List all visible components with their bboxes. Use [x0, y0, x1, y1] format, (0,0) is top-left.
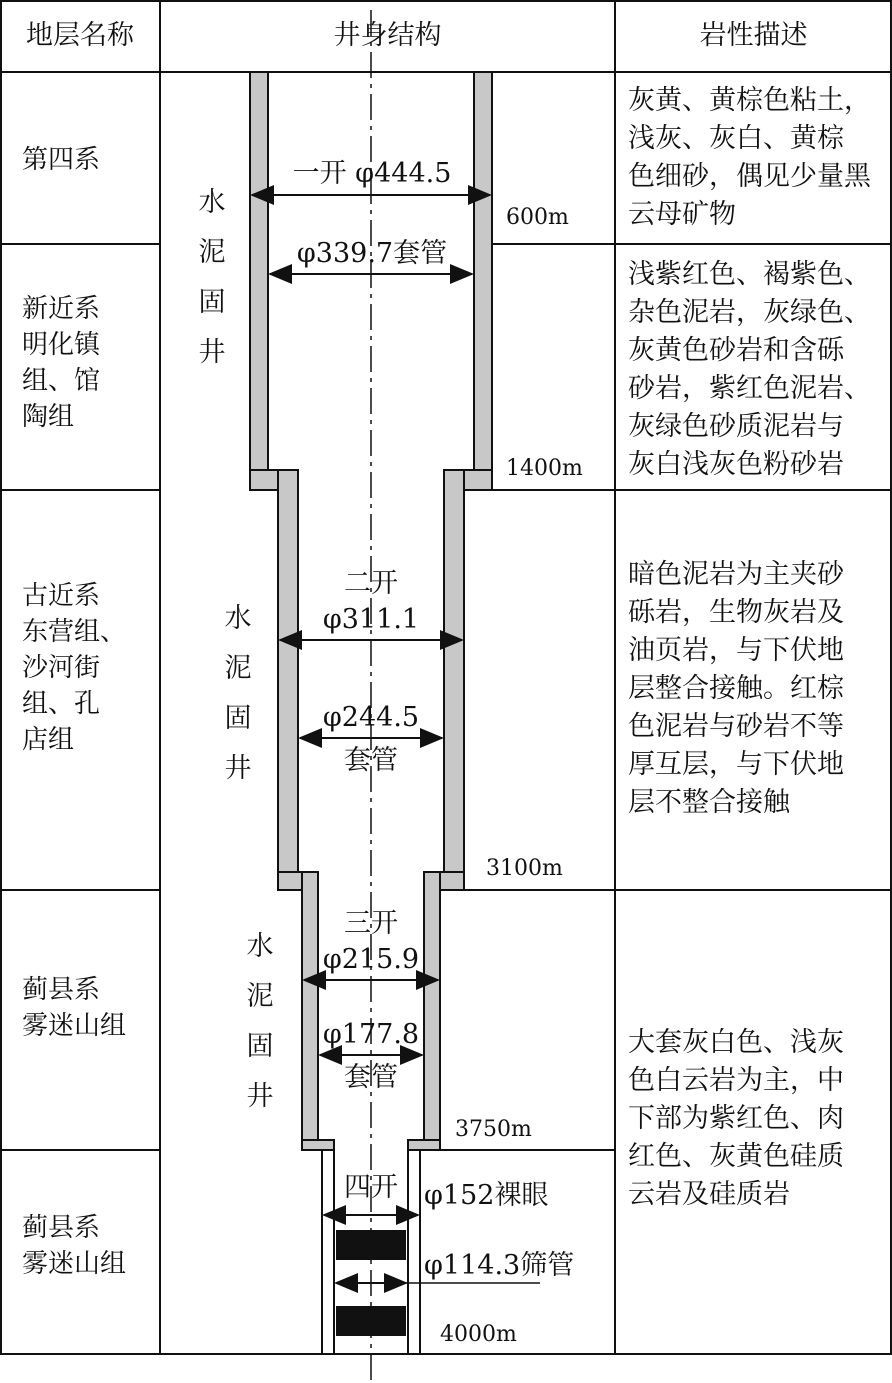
- s4-open-label: φ152裸眼: [424, 1180, 549, 1211]
- s1-bit-label: 一开 φ444.5: [292, 158, 452, 189]
- stratum-name-4: 蓟县系 雾迷山组: [22, 975, 127, 1041]
- depth-1400: 1400m: [506, 456, 583, 481]
- s3-casing-word: 套管: [344, 1062, 398, 1093]
- stratum-name-5: 蓟县系 雾迷山组: [22, 1213, 127, 1279]
- s4-title: 四开: [344, 1172, 398, 1203]
- s2-title: 二开: [344, 568, 398, 599]
- stratum-name-3: 古近系 东营组、 沙河街 组、孔 店组: [22, 581, 127, 755]
- lithology-3: 暗色泥岩为主夹砂 砾岩，生物灰岩及 油页岩，与下伏地 层整合接触。红棕 色泥岩与砂岩不等 厚互层，与下伏地 层不整合接触: [628, 559, 844, 818]
- cement-label-s2: 水 泥 固 井: [224, 603, 252, 784]
- depth-3750: 3750m: [455, 1117, 532, 1142]
- s2-casing-word: 套管: [344, 745, 398, 776]
- lithology-2: 浅紫红色、褐紫色、 杂色泥岩，灰绿色、 灰黄色砂岩和含砾 砂岩，紫红色泥岩、 灰绿色砂质泥岩与 灰白浅灰色粉砂岩: [628, 259, 871, 480]
- s4-screen-label: φ114.3筛管: [424, 1250, 575, 1281]
- header-stratum: 地层名称: [26, 20, 134, 51]
- s1-casing-label: φ339.7套管: [296, 238, 448, 269]
- cement-label-s3: 水 泥 固 井: [246, 931, 274, 1112]
- header-well: 井身结构: [333, 20, 442, 51]
- s3-casing-label: φ177.8: [322, 1019, 420, 1050]
- s3-title: 三开: [344, 908, 398, 939]
- depth-4000: 4000m: [440, 1322, 517, 1347]
- s2-bit-label: φ311.1: [322, 604, 420, 635]
- header-lithology: 岩性描述: [699, 20, 808, 51]
- stratum-name-1: 第四系: [22, 145, 101, 175]
- s2-casing-label: φ244.5: [322, 702, 420, 733]
- lithology-4: 大套灰白色、浅灰 色白云岩为主，中 下部为紫红色、肉 红色、灰黄色硅质 云岩及硅质岩: [628, 1027, 844, 1210]
- stratum-name-2: 新近系 明化镇 组、馆 陶组: [22, 294, 101, 432]
- depth-600: 600m: [506, 205, 569, 230]
- cement-label-s1: 水 泥 固 井: [198, 187, 226, 368]
- s3-bit-label: φ215.9: [322, 944, 420, 975]
- depth-3100: 3100m: [486, 856, 563, 881]
- lithology-1: 灰黄、黄棕色粘土， 浅灰、灰白、黄棕 色细砂，偶见少量黑 云母矿物: [628, 85, 871, 230]
